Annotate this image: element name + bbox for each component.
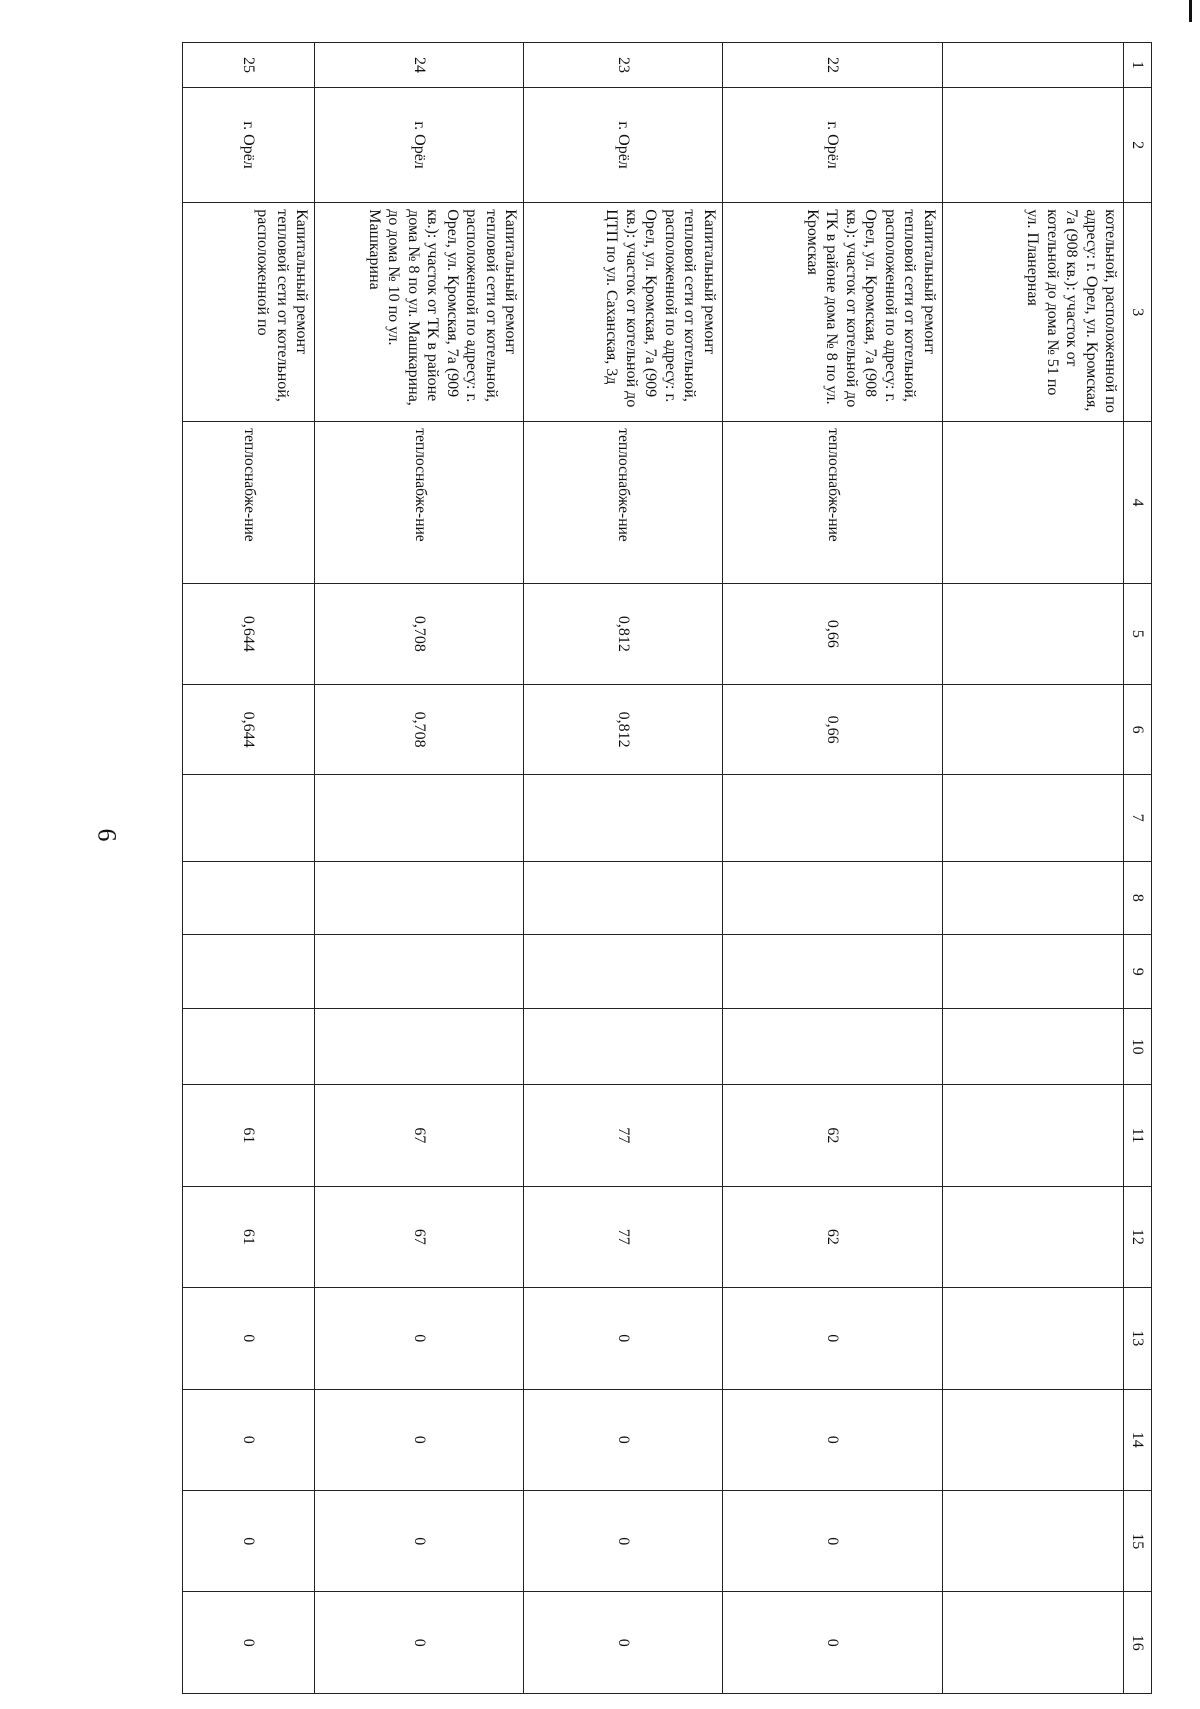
column-number-cell: 14: [1124, 1389, 1152, 1490]
value-cell-c9: [722, 935, 942, 1009]
value-cell-c9: [524, 935, 722, 1009]
column-number-cell: 6: [1124, 685, 1152, 775]
description-cell: Капитальный ремонт тепловой сети от котельной, расположенной по адресу: г. Орел, ул. Кромская, 7а (909 кв.): участок от ТК в районе дома № 8 по ул. Машкарина, до дома № 10 по ул. Машкарина: [315, 203, 524, 422]
value-cell-c5: 0,812: [524, 583, 722, 684]
value-cell-c15: 0: [183, 1490, 315, 1591]
table-row: [524, 43, 722, 1694]
value-cell-c10: [722, 1009, 942, 1085]
value-cell-c16: [942, 1592, 1124, 1694]
page-number: 6: [92, 828, 122, 842]
rotated-table-container: [182, 42, 1152, 1694]
city-cell: г. Орёл: [524, 87, 722, 202]
service-type-cell: теплоснабже-ние: [315, 422, 524, 583]
value-cell-c11: 67: [315, 1085, 524, 1186]
value-cell-c5: 0,66: [722, 583, 942, 684]
value-cell-c16: 0: [722, 1592, 942, 1694]
column-number-cell: 3: [1124, 203, 1152, 422]
value-cell-c10: [524, 1009, 722, 1085]
table-row: [722, 43, 942, 1694]
value-cell-c15: 0: [524, 1490, 722, 1591]
value-cell-c14: 0: [183, 1389, 315, 1490]
column-number-row: [1124, 43, 1152, 1694]
city-cell: г. Орёл: [315, 87, 524, 202]
value-cell-c7: [183, 775, 315, 861]
value-cell-c5: 0,644: [183, 583, 315, 684]
value-cell-c12: 67: [315, 1186, 524, 1287]
column-number-cell: 8: [1124, 861, 1152, 935]
value-cell-c6: 0,66: [722, 685, 942, 775]
row-number-cell: 22: [722, 43, 942, 88]
value-cell-c8: [524, 861, 722, 935]
city-cell: г. Орёл: [722, 87, 942, 202]
column-number-cell: 10: [1124, 1009, 1152, 1085]
value-cell-c13: 0: [524, 1288, 722, 1389]
value-cell-c14: 0: [722, 1389, 942, 1490]
value-cell-c11: 77: [524, 1085, 722, 1186]
value-cell-c15: 0: [722, 1490, 942, 1591]
value-cell-c12: 77: [524, 1186, 722, 1287]
value-cell-c8: [942, 861, 1124, 935]
value-cell-c13: 0: [183, 1288, 315, 1389]
value-cell-c8: [183, 861, 315, 935]
column-number-cell: 16: [1124, 1592, 1152, 1694]
table-row: [315, 43, 524, 1694]
column-number-cell: 15: [1124, 1490, 1152, 1591]
value-cell-c6: 0,708: [315, 685, 524, 775]
service-type-cell: теплоснабже-ние: [524, 422, 722, 583]
city-cell: [942, 87, 1124, 202]
value-cell-c13: [942, 1288, 1124, 1389]
value-cell-c6: [942, 685, 1124, 775]
column-number-cell: 5: [1124, 583, 1152, 684]
value-cell-c11: 61: [183, 1085, 315, 1186]
value-cell-c7: [315, 775, 524, 861]
value-cell-c7: [524, 775, 722, 861]
row-number-cell: 25: [183, 43, 315, 88]
scan-edge-mark: [1189, 0, 1192, 22]
column-number-cell: 13: [1124, 1288, 1152, 1389]
column-number-cell: 7: [1124, 775, 1152, 861]
value-cell-c10: [942, 1009, 1124, 1085]
description-cell: котельной, расположенной по адресу: г. Орел, ул. Кромская, 7а (908 кв.): участок от котельной до дома № 51 по ул. Планерная: [942, 203, 1124, 422]
value-cell-c13: 0: [315, 1288, 524, 1389]
value-cell-c5: 0,708: [315, 583, 524, 684]
value-cell-c14: [942, 1389, 1124, 1490]
table-row: [183, 43, 315, 1694]
document-table: [182, 42, 1152, 1694]
value-cell-c8: [722, 861, 942, 935]
value-cell-c11: [942, 1085, 1124, 1186]
column-number-cell: 12: [1124, 1186, 1152, 1287]
value-cell-c13: 0: [722, 1288, 942, 1389]
service-type-cell: [942, 422, 1124, 583]
value-cell-c9: [315, 935, 524, 1009]
value-cell-c5: [942, 583, 1124, 684]
value-cell-c7: [942, 775, 1124, 861]
value-cell-c15: 0: [315, 1490, 524, 1591]
value-cell-c12: 61: [183, 1186, 315, 1287]
column-number-cell: 9: [1124, 935, 1152, 1009]
service-type-cell: теплоснабже-ние: [722, 422, 942, 583]
value-cell-c12: 62: [722, 1186, 942, 1287]
column-number-cell: 1: [1124, 43, 1152, 88]
value-cell-c8: [315, 861, 524, 935]
table-row: [942, 43, 1124, 1694]
value-cell-c14: 0: [315, 1389, 524, 1490]
row-number-cell: [942, 43, 1124, 88]
value-cell-c9: [942, 935, 1124, 1009]
value-cell-c15: [942, 1490, 1124, 1591]
value-cell-c16: 0: [524, 1592, 722, 1694]
value-cell-c6: 0,644: [183, 685, 315, 775]
value-cell-c16: 0: [183, 1592, 315, 1694]
column-number-cell: 4: [1124, 422, 1152, 583]
column-number-cell: 2: [1124, 87, 1152, 202]
value-cell-c7: [722, 775, 942, 861]
value-cell-c9: [183, 935, 315, 1009]
description-cell: Капитальный ремонт тепловой сети от котельной, расположенной по адресу: г. Орел, ул. Кромская, 7а (908 кв.): участок от котельной до ТК в районе дома № 8 по ул. Кромская: [722, 203, 942, 422]
value-cell-c11: 62: [722, 1085, 942, 1186]
service-type-cell: теплоснабже-ние: [183, 422, 315, 583]
value-cell-c10: [315, 1009, 524, 1085]
value-cell-c10: [183, 1009, 315, 1085]
value-cell-c6: 0,812: [524, 685, 722, 775]
value-cell-c16: 0: [315, 1592, 524, 1694]
value-cell-c14: 0: [524, 1389, 722, 1490]
row-number-cell: 23: [524, 43, 722, 88]
row-number-cell: 24: [315, 43, 524, 88]
description-cell: Капитальный ремонт тепловой сети от котельной, расположенной по адресу: г. Орел, ул. Кромская, 7а (909 кв.): участок от котельной до ЦТП по ул. Саханская, 3д: [524, 203, 722, 422]
value-cell-c12: [942, 1186, 1124, 1287]
column-number-cell: 11: [1124, 1085, 1152, 1186]
description-cell: Капитальный ремонт тепловой сети от котельной, расположенной по: [183, 203, 315, 422]
city-cell: г. Орёл: [183, 87, 315, 202]
